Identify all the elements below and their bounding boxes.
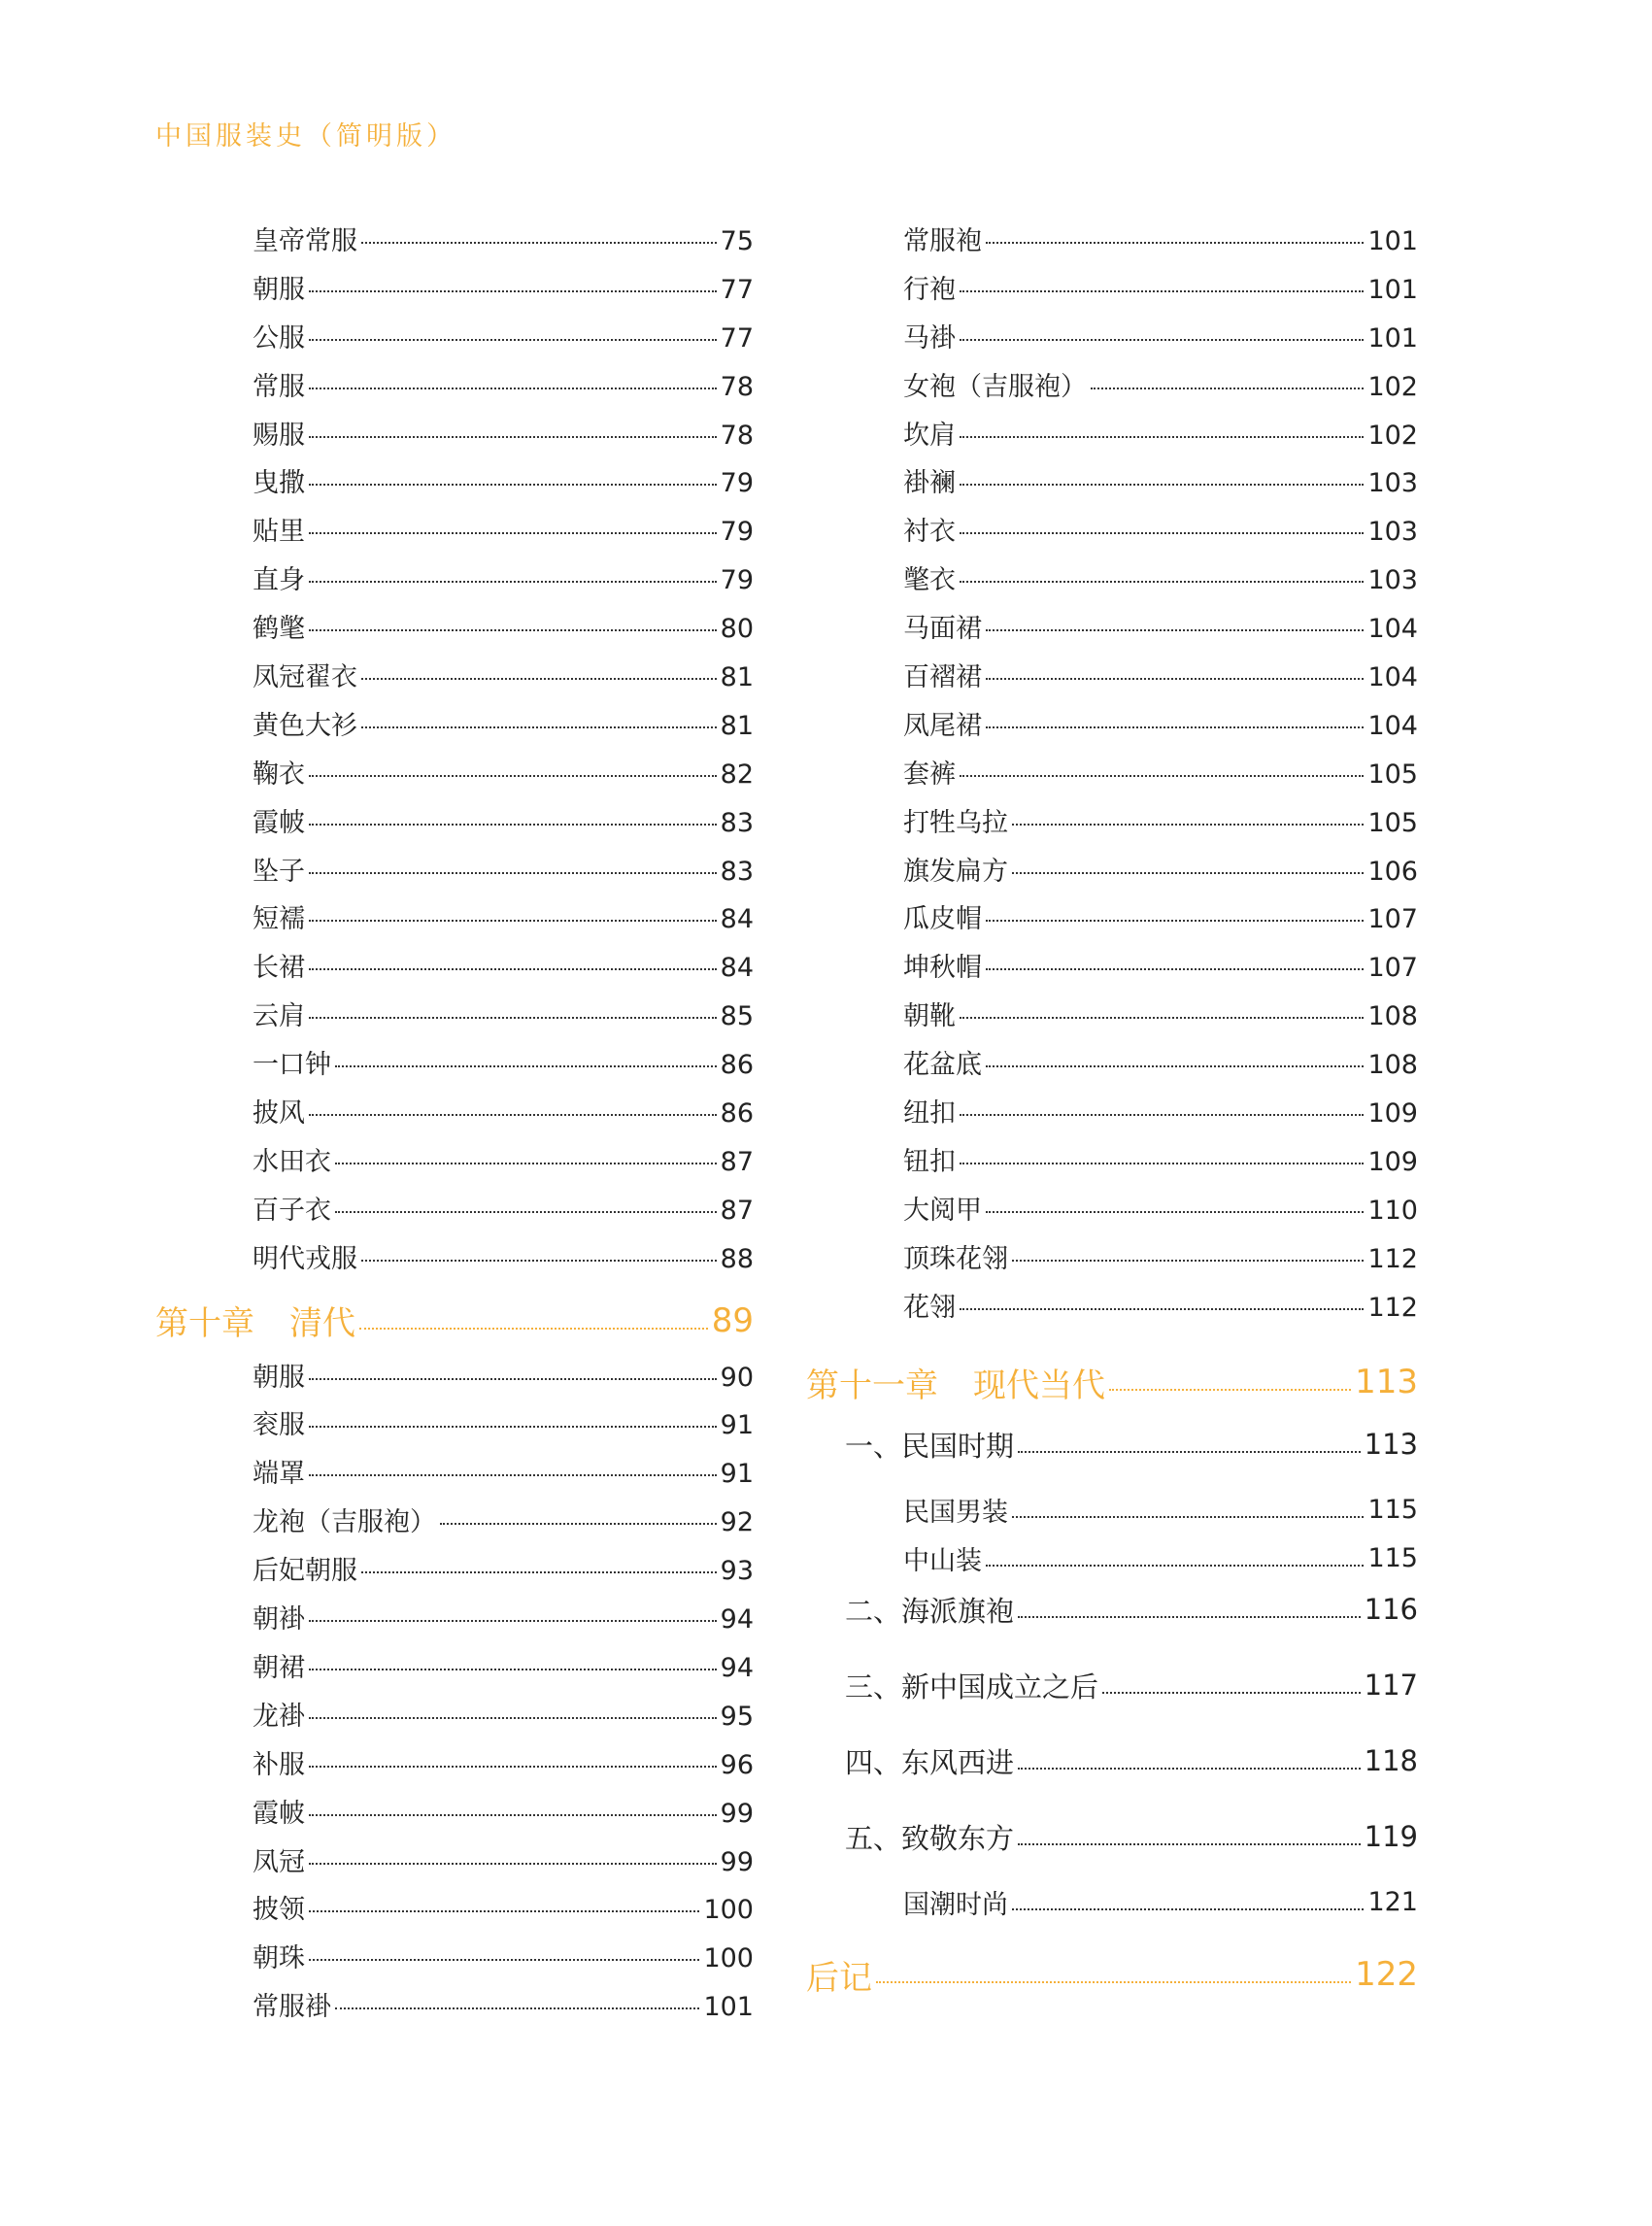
toc-entry[interactable] bbox=[155, 1549, 754, 1598]
toc-entry-label: 大阅甲 bbox=[903, 1195, 982, 1226]
dot-leader bbox=[986, 968, 1364, 970]
toc-entry-label: 黄色大衫 bbox=[253, 710, 357, 741]
toc-entry-page: 107 bbox=[1367, 904, 1418, 935]
dot-leader bbox=[960, 339, 1364, 341]
toc-entry[interactable] bbox=[806, 1485, 1418, 1534]
toc-entry[interactable] bbox=[806, 219, 1418, 268]
dot-leader bbox=[335, 1163, 717, 1164]
dot-leader bbox=[309, 1426, 717, 1428]
dot-leader bbox=[309, 1474, 717, 1476]
toc-section-2[interactable] bbox=[806, 1582, 1418, 1636]
toc-entry-page: 85 bbox=[720, 1001, 754, 1032]
toc-entry-page: 108 bbox=[1367, 1050, 1418, 1081]
dot-leader bbox=[986, 920, 1364, 922]
toc-entry-label: 套裤 bbox=[903, 759, 956, 790]
toc-entry-page: 94 bbox=[720, 1652, 754, 1683]
toc-entry-page: 101 bbox=[703, 1992, 754, 2023]
toc-entry-page: 95 bbox=[720, 1701, 754, 1732]
dot-leader bbox=[1018, 1768, 1361, 1770]
toc-entry[interactable] bbox=[806, 1237, 1418, 1286]
toc-entry-label: 凤尾裙 bbox=[903, 710, 982, 741]
toc-entry[interactable] bbox=[806, 607, 1418, 656]
toc-entry[interactable] bbox=[806, 1140, 1418, 1189]
toc-entry-page: 110 bbox=[1367, 1195, 1418, 1226]
toc-entry-page: 86 bbox=[720, 1098, 754, 1130]
toc-entry-page: 99 bbox=[720, 1846, 754, 1877]
toc-entry-page: 78 bbox=[720, 420, 754, 451]
toc-entry-page: 79 bbox=[720, 565, 754, 596]
toc-section-1[interactable] bbox=[806, 1417, 1418, 1471]
toc-left-column bbox=[155, 219, 754, 2034]
dot-leader bbox=[960, 1017, 1364, 1019]
dot-leader bbox=[960, 1114, 1364, 1116]
toc-entry[interactable] bbox=[155, 1043, 754, 1092]
dot-leader bbox=[361, 726, 717, 728]
toc-entry-label: 朝靴 bbox=[903, 1001, 956, 1032]
toc-entry[interactable] bbox=[806, 365, 1418, 414]
chapter-number: 第十一章 bbox=[806, 1366, 938, 1405]
dot-leader bbox=[1012, 1908, 1364, 1910]
toc-entry-page: 77 bbox=[720, 274, 754, 305]
dot-leader bbox=[986, 726, 1364, 728]
toc-entry-page: 77 bbox=[720, 322, 754, 354]
toc-entry-page: 79 bbox=[720, 468, 754, 499]
toc-entry-label: 后妃朝服 bbox=[253, 1556, 357, 1587]
toc-entry-label: 赐服 bbox=[253, 420, 305, 451]
section-page: 117 bbox=[1364, 1669, 1418, 1703]
toc-entry-page: 81 bbox=[720, 662, 754, 693]
toc-entry[interactable] bbox=[806, 656, 1418, 704]
toc-entry[interactable] bbox=[155, 219, 754, 268]
toc-entry[interactable] bbox=[155, 1840, 754, 1889]
toc-entry[interactable] bbox=[806, 461, 1418, 510]
dot-leader bbox=[1012, 872, 1364, 874]
toc-entry-label: 顶珠花翎 bbox=[903, 1243, 1008, 1274]
toc-entry-label: 公服 bbox=[253, 322, 305, 354]
dot-leader bbox=[986, 1211, 1364, 1213]
toc-entry[interactable] bbox=[155, 558, 754, 607]
toc-entry[interactable] bbox=[806, 1189, 1418, 1237]
toc-entry[interactable] bbox=[155, 414, 754, 462]
toc-entry[interactable] bbox=[155, 1743, 754, 1792]
toc-entry[interactable] bbox=[155, 1937, 754, 1985]
toc-entry[interactable] bbox=[155, 1646, 754, 1695]
toc-entry[interactable] bbox=[155, 607, 754, 656]
dot-leader bbox=[1012, 824, 1364, 826]
toc-entry-page: 115 bbox=[1367, 1542, 1418, 1573]
dot-leader bbox=[309, 629, 717, 631]
toc-entry[interactable] bbox=[806, 801, 1418, 850]
toc-entry-label: 坤秋帽 bbox=[903, 953, 982, 984]
toc-entry-label: 朝珠 bbox=[253, 1943, 305, 1974]
section-label: 一、民国时期 bbox=[845, 1429, 1015, 1463]
section-label: 四、东风西进 bbox=[845, 1745, 1015, 1779]
toc-entry-page: 91 bbox=[720, 1410, 754, 1441]
running-header: 中国服装史（简明版） bbox=[155, 121, 456, 152]
dot-leader bbox=[986, 242, 1364, 244]
toc-entry[interactable] bbox=[155, 1501, 754, 1549]
dot-leader bbox=[1012, 1516, 1364, 1518]
toc-entry-label: 朝褂 bbox=[253, 1604, 305, 1636]
toc-entry-page: 108 bbox=[1367, 1001, 1418, 1032]
toc-entry-label: 纽扣 bbox=[903, 1098, 956, 1130]
toc-entry-label: 凤冠翟衣 bbox=[253, 662, 357, 693]
toc-entry[interactable] bbox=[806, 1043, 1418, 1092]
section-label: 五、致敬东方 bbox=[845, 1821, 1015, 1855]
toc-entry-page: 115 bbox=[1367, 1494, 1418, 1525]
toc-entry[interactable] bbox=[155, 510, 754, 558]
toc-entry-page: 107 bbox=[1367, 953, 1418, 984]
toc-entry-label: 凤冠 bbox=[253, 1846, 305, 1877]
dot-leader bbox=[1018, 1451, 1361, 1453]
toc-list-qing bbox=[155, 1356, 754, 2034]
toc-entry[interactable] bbox=[155, 704, 754, 753]
dot-leader bbox=[309, 824, 717, 826]
dot-leader bbox=[309, 1669, 717, 1670]
toc-entry-label: 钮扣 bbox=[903, 1146, 956, 1177]
toc-entry-page: 104 bbox=[1367, 662, 1418, 693]
toc-entry[interactable] bbox=[155, 850, 754, 898]
toc-entry[interactable] bbox=[155, 897, 754, 946]
toc-entry[interactable] bbox=[155, 801, 754, 850]
toc-entry-label: 霞帔 bbox=[253, 1798, 305, 1829]
dot-leader bbox=[960, 1308, 1364, 1310]
dot-leader bbox=[1018, 1616, 1361, 1618]
toc-entry[interactable] bbox=[155, 1356, 754, 1404]
dot-leader bbox=[960, 1163, 1364, 1164]
toc-entry-label: 行袍 bbox=[903, 274, 956, 305]
toc-entry-label: 朝服 bbox=[253, 274, 305, 305]
toc-entry-label: 鹤氅 bbox=[253, 614, 305, 645]
toc-entry-page: 93 bbox=[720, 1556, 754, 1587]
toc-entry-label: 皇帝常服 bbox=[253, 226, 357, 256]
toc-entry-page: 112 bbox=[1367, 1243, 1418, 1274]
toc-entry-label: 旗发扁方 bbox=[903, 856, 1008, 887]
toc-entry-page: 92 bbox=[720, 1507, 754, 1538]
toc-entry-label: 披风 bbox=[253, 1098, 305, 1130]
toc-entry[interactable] bbox=[806, 704, 1418, 753]
toc-entry-page: 100 bbox=[703, 1895, 754, 1926]
toc-entry[interactable] bbox=[806, 753, 1418, 801]
toc-entry-page: 100 bbox=[703, 1943, 754, 1974]
toc-entry-page: 82 bbox=[720, 759, 754, 790]
dot-leader bbox=[960, 436, 1364, 438]
toc-entry-label: 霞帔 bbox=[253, 807, 305, 838]
section-page: 118 bbox=[1364, 1744, 1418, 1778]
toc-entry[interactable] bbox=[806, 897, 1418, 946]
toc-list-guochao bbox=[806, 1877, 1418, 1926]
toc-entry[interactable] bbox=[155, 461, 754, 510]
toc-entry-label: 百子衣 bbox=[253, 1195, 331, 1226]
dot-leader bbox=[960, 581, 1364, 583]
toc-entry-page: 101 bbox=[1367, 322, 1418, 354]
toc-entry[interactable] bbox=[155, 268, 754, 317]
toc-chapter-10[interactable] bbox=[155, 1286, 754, 1356]
toc-list-qing-cont bbox=[806, 219, 1418, 1333]
toc-entry-label: 一口钟 bbox=[253, 1050, 331, 1081]
toc-entry-label: 鞠衣 bbox=[253, 759, 305, 790]
dot-leader bbox=[960, 775, 1364, 777]
toc-entry-label: 长裙 bbox=[253, 953, 305, 984]
section-page: 119 bbox=[1364, 1820, 1418, 1854]
dot-leader bbox=[986, 1565, 1364, 1567]
toc-entry[interactable] bbox=[806, 946, 1418, 995]
toc-list-minguo bbox=[806, 1485, 1418, 1582]
dot-leader bbox=[309, 1766, 717, 1768]
dot-leader bbox=[309, 1620, 717, 1622]
dot-leader bbox=[309, 484, 717, 486]
dot-leader bbox=[335, 2007, 699, 2009]
toc-entry-page: 75 bbox=[720, 226, 754, 256]
toc-entry-label: 女袍（吉服袍） bbox=[903, 371, 1087, 402]
toc-entry-page: 105 bbox=[1367, 759, 1418, 790]
toc-entry-page: 109 bbox=[1367, 1098, 1418, 1130]
afterword-page: 122 bbox=[1355, 1955, 1418, 1995]
toc-entry-label: 朝服 bbox=[253, 1362, 305, 1393]
toc-entry[interactable] bbox=[155, 1140, 754, 1189]
toc-entry-page: 81 bbox=[720, 710, 754, 741]
toc-entry-label: 花翎 bbox=[903, 1292, 956, 1323]
toc-entry-page: 84 bbox=[720, 904, 754, 935]
dot-leader bbox=[309, 1910, 699, 1912]
toc-entry-label: 坎肩 bbox=[903, 420, 956, 451]
toc-entry-page: 106 bbox=[1367, 856, 1418, 887]
toc-entry[interactable] bbox=[155, 753, 754, 801]
toc-entry[interactable] bbox=[806, 317, 1418, 365]
dot-leader bbox=[309, 1114, 717, 1116]
toc-entry[interactable] bbox=[155, 365, 754, 414]
toc-entry[interactable] bbox=[155, 1695, 754, 1743]
toc-chapter-11[interactable] bbox=[806, 1347, 1418, 1417]
toc-entry-label: 常服袍 bbox=[903, 226, 982, 256]
toc-section-5[interactable] bbox=[806, 1809, 1418, 1864]
dot-leader bbox=[1102, 1692, 1361, 1694]
toc-entry-label: 直身 bbox=[253, 565, 305, 596]
toc-entry[interactable] bbox=[155, 1237, 754, 1286]
toc-entry[interactable] bbox=[806, 1286, 1418, 1334]
afterword-title: 后记 bbox=[806, 1958, 872, 1998]
dot-leader bbox=[309, 581, 717, 583]
toc-entry-page: 79 bbox=[720, 517, 754, 548]
toc-entry-page: 91 bbox=[720, 1459, 754, 1490]
toc-entry-page: 102 bbox=[1367, 371, 1418, 402]
toc-entry[interactable] bbox=[806, 414, 1418, 462]
toc-entry[interactable] bbox=[806, 1877, 1418, 1926]
toc-entry-label: 贴里 bbox=[253, 517, 305, 548]
toc-entry[interactable] bbox=[155, 1888, 754, 1937]
toc-entry-label: 花盆底 bbox=[903, 1050, 982, 1081]
toc-entry[interactable] bbox=[155, 317, 754, 365]
toc-list-ming bbox=[155, 219, 754, 1286]
dot-leader bbox=[309, 290, 717, 292]
dot-leader bbox=[1109, 1389, 1351, 1391]
toc-section-4[interactable] bbox=[806, 1734, 1418, 1788]
toc-entry[interactable] bbox=[155, 1598, 754, 1646]
toc-entry-page: 78 bbox=[720, 371, 754, 402]
dot-leader bbox=[309, 1717, 717, 1719]
dot-leader bbox=[309, 388, 717, 389]
toc-entry[interactable] bbox=[806, 558, 1418, 607]
toc-entry-label: 马面裙 bbox=[903, 614, 982, 645]
toc-entry-label: 马褂 bbox=[903, 322, 956, 354]
chapter-number: 第十章 bbox=[155, 1304, 254, 1344]
dot-leader bbox=[309, 436, 717, 438]
dot-leader bbox=[359, 1328, 708, 1330]
toc-entry-page: 112 bbox=[1367, 1292, 1418, 1323]
dot-leader bbox=[1018, 1843, 1361, 1845]
dot-leader bbox=[876, 1981, 1351, 1983]
chapter-title: 清代 bbox=[289, 1304, 355, 1344]
toc-entry[interactable] bbox=[155, 1092, 754, 1140]
dot-leader bbox=[361, 1260, 717, 1262]
toc-entry-label: 坠子 bbox=[253, 856, 305, 887]
toc-entry-label: 常服 bbox=[253, 371, 305, 402]
toc-entry-page: 86 bbox=[720, 1050, 754, 1081]
toc-entry-page: 84 bbox=[720, 953, 754, 984]
toc-entry-page: 83 bbox=[720, 856, 754, 887]
chapter-page: 89 bbox=[711, 1300, 754, 1340]
dot-leader bbox=[361, 678, 717, 680]
toc-entry-label: 国潮时尚 bbox=[903, 1889, 1008, 1920]
toc-entry-label: 端罩 bbox=[253, 1459, 305, 1490]
toc-entry-label: 朝裙 bbox=[253, 1652, 305, 1683]
toc-entry-page: 103 bbox=[1367, 468, 1418, 499]
chapter-title: 现代当代 bbox=[973, 1366, 1105, 1405]
toc-entry[interactable] bbox=[155, 946, 754, 995]
toc-entry-page: 94 bbox=[720, 1604, 754, 1636]
toc-entry[interactable] bbox=[806, 850, 1418, 898]
toc-entry-page: 99 bbox=[720, 1798, 754, 1829]
dot-leader bbox=[309, 775, 717, 777]
dot-leader bbox=[440, 1523, 717, 1525]
toc-entry-label: 常服褂 bbox=[253, 1992, 331, 2023]
toc-entry-page: 104 bbox=[1367, 614, 1418, 645]
toc-entry-label: 披领 bbox=[253, 1895, 305, 1926]
toc-section-3[interactable] bbox=[806, 1658, 1418, 1712]
toc-right-column bbox=[806, 219, 1418, 2009]
toc-entry-page: 90 bbox=[720, 1362, 754, 1393]
dot-leader bbox=[309, 1017, 717, 1019]
dot-leader bbox=[986, 678, 1364, 680]
toc-entry[interactable] bbox=[806, 1534, 1418, 1582]
toc-entry-label: 瓜皮帽 bbox=[903, 904, 982, 935]
toc-entry[interactable] bbox=[806, 995, 1418, 1043]
toc-entry-label: 打牲乌拉 bbox=[903, 807, 1008, 838]
toc-entry-page: 83 bbox=[720, 807, 754, 838]
toc-entry-label: 百褶裙 bbox=[903, 662, 982, 693]
toc-entry-label: 短襦 bbox=[253, 904, 305, 935]
toc-entry-page: 105 bbox=[1367, 807, 1418, 838]
dot-leader bbox=[309, 1814, 717, 1816]
toc-entry-label: 补服 bbox=[253, 1749, 305, 1780]
toc-afterword[interactable] bbox=[806, 1939, 1418, 2009]
toc-entry-label: 氅衣 bbox=[903, 565, 956, 596]
dot-leader bbox=[1091, 388, 1364, 389]
toc-entry-label: 中山装 bbox=[903, 1545, 982, 1576]
dot-leader bbox=[309, 872, 717, 874]
toc-entry-page: 96 bbox=[720, 1749, 754, 1780]
toc-entry[interactable] bbox=[155, 1403, 754, 1452]
toc-entry[interactable] bbox=[155, 1452, 754, 1501]
toc-entry[interactable] bbox=[806, 510, 1418, 558]
toc-entry-label: 龙袍（吉服袍） bbox=[253, 1507, 436, 1538]
toc-entry-label: 龙褂 bbox=[253, 1701, 305, 1732]
toc-entry-label: 曳撒 bbox=[253, 468, 305, 499]
toc-entry-page: 103 bbox=[1367, 517, 1418, 548]
toc-entry[interactable] bbox=[155, 656, 754, 704]
toc-entry[interactable] bbox=[155, 1985, 754, 2034]
dot-leader bbox=[335, 1065, 717, 1067]
toc-entry-page: 101 bbox=[1367, 274, 1418, 305]
toc-entry-page: 102 bbox=[1367, 420, 1418, 451]
toc-entry-page: 87 bbox=[720, 1195, 754, 1226]
toc-entry-label: 民国男装 bbox=[903, 1497, 1008, 1528]
dot-leader bbox=[309, 532, 717, 534]
toc-entry[interactable] bbox=[806, 1092, 1418, 1140]
dot-leader bbox=[309, 1959, 699, 1961]
dot-leader bbox=[361, 1571, 717, 1573]
section-page: 113 bbox=[1364, 1428, 1418, 1462]
toc-entry-page: 121 bbox=[1367, 1886, 1418, 1917]
dot-leader bbox=[960, 290, 1364, 292]
toc-entry[interactable] bbox=[806, 268, 1418, 317]
section-label: 二、海派旗袍 bbox=[845, 1594, 1015, 1628]
chapter-page: 113 bbox=[1355, 1363, 1418, 1402]
dot-leader bbox=[309, 920, 717, 922]
toc-entry-page: 101 bbox=[1367, 226, 1418, 256]
dot-leader bbox=[960, 532, 1364, 534]
dot-leader bbox=[986, 629, 1364, 631]
dot-leader bbox=[986, 1065, 1364, 1067]
toc-entry-label: 褂襕 bbox=[903, 468, 956, 499]
dot-leader bbox=[309, 339, 717, 341]
dot-leader bbox=[1012, 1260, 1364, 1262]
dot-leader bbox=[309, 968, 717, 970]
toc-entry-page: 87 bbox=[720, 1146, 754, 1177]
toc-entry-label: 明代戎服 bbox=[253, 1243, 357, 1274]
toc-entry-page: 104 bbox=[1367, 710, 1418, 741]
toc-entry-label: 衮服 bbox=[253, 1410, 305, 1441]
dot-leader bbox=[309, 1863, 717, 1865]
dot-leader bbox=[361, 242, 717, 244]
dot-leader bbox=[960, 484, 1364, 486]
toc-entry-page: 109 bbox=[1367, 1146, 1418, 1177]
toc-entry-label: 衬衣 bbox=[903, 517, 956, 548]
toc-entry-page: 103 bbox=[1367, 565, 1418, 596]
toc-entry[interactable] bbox=[155, 1792, 754, 1840]
toc-entry[interactable] bbox=[155, 995, 754, 1043]
toc-entry-page: 80 bbox=[720, 614, 754, 645]
dot-leader bbox=[335, 1211, 717, 1213]
dot-leader bbox=[309, 1378, 717, 1380]
toc-entry-label: 水田衣 bbox=[253, 1146, 331, 1177]
toc-entry-label: 云肩 bbox=[253, 1001, 305, 1032]
section-label: 三、新中国成立之后 bbox=[845, 1670, 1099, 1703]
toc-entry[interactable] bbox=[155, 1189, 754, 1237]
section-page: 116 bbox=[1364, 1593, 1418, 1627]
toc-entry-page: 88 bbox=[720, 1243, 754, 1274]
